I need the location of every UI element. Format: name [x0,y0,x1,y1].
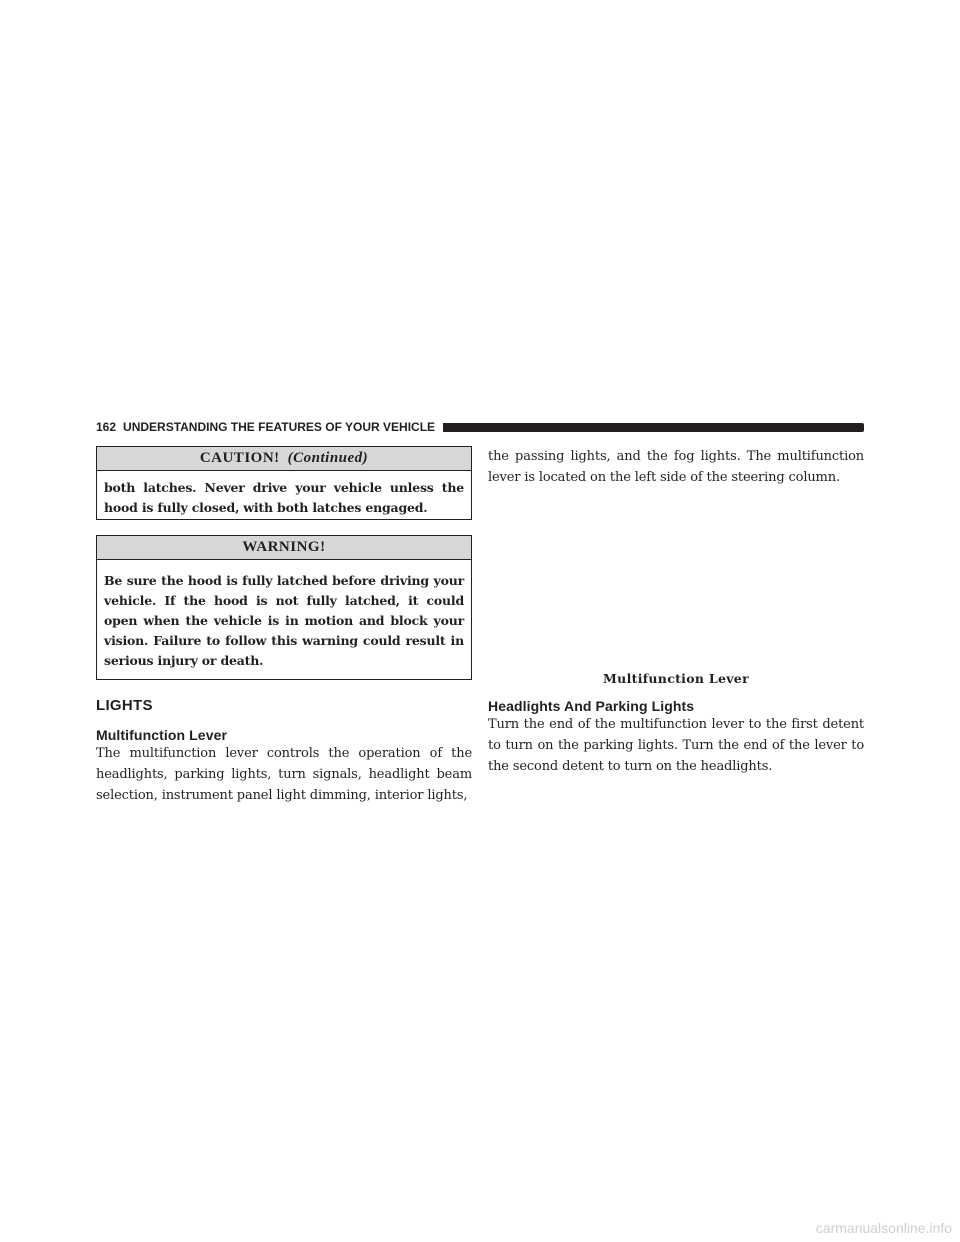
caution-header [97,447,471,471]
page-number: 162 [96,420,117,434]
warning-label: WARNING! [242,539,326,555]
lights-heading: LIGHTS [96,697,153,714]
figure-placeholder [488,488,864,686]
headlights-paragraph: Turn the end of the multifunction lever to the first detent to turn on the parking lights. Turn the end of the lever to the second detent to turn on the headlights. [488,717,864,774]
caution-box [96,446,472,520]
footer-watermark: carmanualsonline.info [815,1220,952,1236]
warning-box [96,535,472,680]
caution-continued: (Continued) [287,450,369,466]
caution-label: CAUTION! [199,450,280,466]
left-column [96,446,472,806]
figure-caption: Multifunction Lever [603,671,749,686]
caution-text: both latches. Never drive your vehicle unless the hood is fully closed, with both latches engaged. [104,480,464,515]
right-column [488,446,864,777]
multifunction-lever-paragraph: The multifunction lever controls the operation of the headlights, parking lights, turn signals, headlight beam selection, instrument panel light dimming, interior lights, [96,746,472,803]
warning-text: Be sure the hood is fully latched before driving your vehicle. If the hood is not fully latched, it could open when the vehicle is in motion and block your vision. Failure to follow this warning could result in serious injury or death. [104,573,464,668]
section-title: UNDERSTANDING THE FEATURES OF YOUR VEHICLE [123,420,436,434]
headlights-heading: Headlights And Parking Lights [488,698,695,714]
continued-paragraph: the passing lights, and the fog lights. The multifunction lever is located on the left side of the steering column. [488,449,864,485]
multifunction-lever-heading: Multifunction Lever [96,727,228,743]
warning-header [97,536,471,560]
page-header [96,418,864,436]
header-rule [443,423,864,432]
